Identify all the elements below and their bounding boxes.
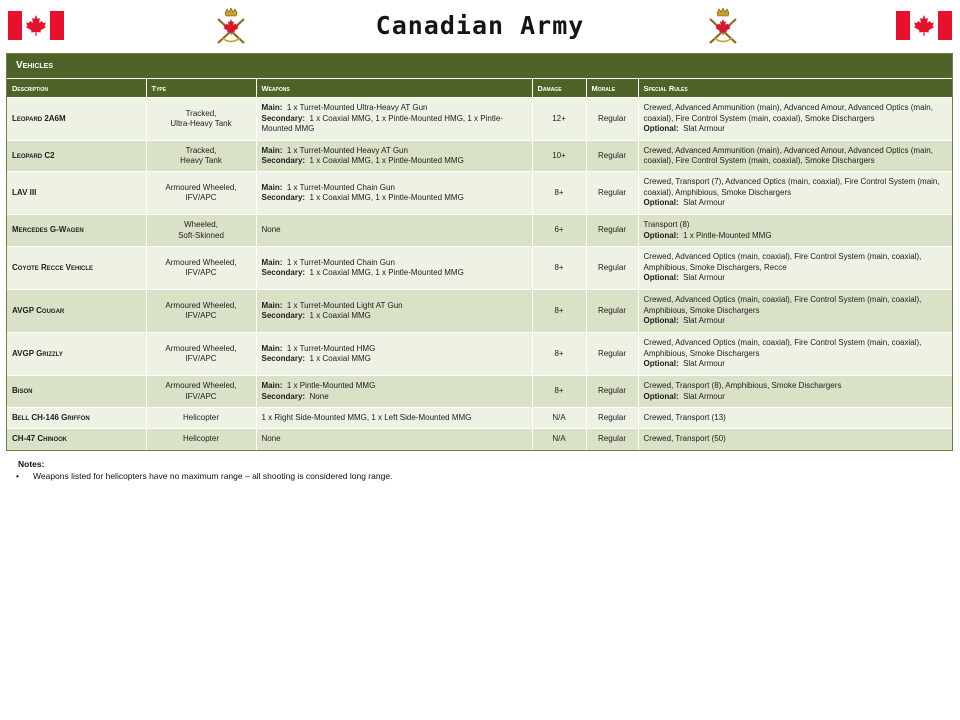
vehicle-morale: Regular [586,408,638,429]
rule-line [644,338,948,359]
weapon-line [262,146,527,157]
vehicle-weapons [256,290,532,333]
vehicle-weapons [256,98,532,141]
vehicle-type-line: IFV/APC [185,354,217,363]
weapon-text: 1 x Coaxial MMG, 1 x Pintle-Mounted MMG [309,156,464,165]
rule-text: Slat Armour [683,316,725,326]
weapon-line [262,354,527,365]
table-row [7,333,952,376]
vehicle-morale: Regular [586,141,638,172]
rule-text: Slat Armour [683,198,725,208]
rule-text: Crewed, Advanced Ammunition (main), Advanced Amour, Advanced Optics (main, coaxial), Fire Control System (main, coaxial), Smoke Dischargers [643,103,933,123]
vehicle-description: Coyote Recce Vehicle [7,247,146,290]
rule-text: Crewed, Transport (50) [643,434,726,443]
column-header: Weapons [256,79,532,98]
table-row [7,172,952,215]
army-emblem-icon [706,7,740,47]
column-header: Description [7,79,146,98]
vehicle-type [146,215,256,247]
vehicle-special-rules [638,429,952,450]
vehicle-morale: Regular [586,172,638,215]
vehicle-damage: 8+ [532,376,586,408]
table-row [7,290,952,333]
vehicle-special-rules [638,408,952,429]
vehicle-weapons [256,408,532,429]
weapon-label: Main: [261,343,283,353]
weapon-text: 1 x Right Side-Mounted MMG, 1 x Left Side-Mounted MMG [261,412,472,422]
table-row [7,98,952,141]
page-header [0,0,960,52]
rule-label: Optional: [643,359,679,369]
rule-line [644,220,948,231]
rule-text: Crewed, Advanced Optics (main, coaxial), Fire Control System (main, coaxial), Amphibious, Smoke Dischargers [643,338,922,358]
weapon-text: 1 x Coaxial MMG [309,311,371,320]
vehicle-special-rules [638,333,952,376]
table-row [7,247,952,290]
vehicle-type-line: Soft-Skinned [178,230,224,240]
vehicle-special-rules [638,290,952,333]
vehicle-type [146,98,256,141]
vehicle-damage: 6+ [532,215,586,247]
vehicle-type-line: Tracked, [185,108,217,118]
rule-label: Optional: [643,124,679,134]
rule-text: Transport (8) [643,220,690,229]
table-row [7,408,952,429]
vehicle-type [146,141,256,172]
weapon-text: 1 x Coaxial MMG, 1 x Pintle-Mounted MMG [309,193,464,202]
table-row [7,215,952,247]
weapon-label: Secondary: [261,311,306,320]
vehicle-damage: 8+ [532,172,586,215]
vehicle-type [146,172,256,215]
weapon-line [262,225,527,236]
column-header: Special Rules [638,79,952,98]
vehicle-damage: N/A [532,429,586,450]
weapon-line [262,381,527,392]
vehicles-table [7,79,952,450]
rule-text: Crewed, Advanced Optics (main, coaxial), Fire Control System (main, coaxial), Amphibious, Smoke Dischargers [643,295,922,315]
weapon-text: 1 x Coaxial MMG [309,354,371,363]
rule-label: Optional: [643,316,679,326]
weapon-line [262,268,527,279]
notes-section [18,459,392,481]
weapon-text: 1 x Coaxial MMG, 1 x Pintle-Mounted MMG [309,268,464,277]
vehicle-type-line: Ultra-Heavy Tank [170,119,232,128]
vehicle-description: Bell CH-146 Griffon [7,408,146,429]
vehicle-morale: Regular [586,333,638,376]
weapon-label: Main: [261,300,283,310]
vehicle-special-rules [638,98,952,141]
rule-line [644,177,948,198]
vehicle-morale: Regular [586,215,638,247]
canada-flag-icon [8,11,64,40]
weapon-label: Secondary: [261,156,306,165]
weapon-text: 1 x Turret-Mounted Chain Gun [286,257,395,267]
vehicle-weapons [256,172,532,215]
vehicle-type [146,408,256,429]
vehicle-type-line: Armoured Wheeled, [165,300,237,310]
vehicle-type-line: IFV/APC [185,391,217,401]
vehicle-type-line: Helicopter [182,434,219,443]
vehicle-description: AVGP Cougar [7,290,146,333]
weapon-label: Main: [261,145,283,155]
page-title: Canadian Army [375,11,585,40]
rule-line [644,359,948,370]
rule-label: Optional: [643,273,679,283]
vehicle-description: LAV III [7,172,146,215]
weapon-label: Main: [261,257,283,267]
vehicle-weapons [256,376,532,408]
weapon-text: None [261,434,281,443]
vehicles-panel [6,53,953,451]
weapon-text: 1 x Turret-Mounted Chain Gun [286,182,395,192]
vehicle-description: CH-47 Chinook [7,429,146,450]
vehicle-morale: Regular [586,376,638,408]
vehicle-type-line: IFV/APC [185,193,217,202]
vehicle-type [146,290,256,333]
weapon-line [262,156,527,167]
section-title: Vehicles [7,54,952,79]
rule-line [644,146,948,167]
vehicle-type-line: Armoured Wheeled, [165,257,237,267]
rule-line [644,316,948,327]
weapon-line [262,413,527,424]
vehicle-damage: 10+ [532,141,586,172]
rule-line [644,413,948,424]
vehicle-damage: 8+ [532,333,586,376]
weapon-line [262,301,527,312]
rule-line [644,434,948,445]
vehicle-special-rules [638,215,952,247]
rule-line [644,392,948,403]
vehicle-description: Bison [7,376,146,408]
vehicle-weapons [256,333,532,376]
column-header: Morale [586,79,638,98]
rule-line [644,231,948,242]
weapon-label: Main: [261,103,283,113]
weapon-text: None [261,225,281,235]
rule-text: 1 x Pintle-Mounted MMG [683,230,772,240]
vehicle-type [146,429,256,450]
vehicle-type-line: Heavy Tank [180,156,222,165]
rule-line [644,198,948,209]
vehicle-type-line: IFV/APC [185,268,217,277]
note-item: • Weapons listed for helicopters have no maximum range – all shooting is considered long range. [18,471,392,481]
weapon-text: 1 x Turret-Mounted HMG [286,343,376,353]
vehicle-type [146,247,256,290]
vehicle-description: AVGP Grizzly [7,333,146,376]
table-header-row [7,79,952,98]
vehicle-damage: 12+ [532,98,586,141]
rule-label: Optional: [643,391,679,401]
vehicle-damage: 8+ [532,290,586,333]
rule-line [644,381,948,392]
weapon-label: Secondary: [261,268,306,277]
table-row [7,376,952,408]
vehicle-weapons [256,429,532,450]
weapon-line [262,434,527,445]
weapon-text: 1 x Turret-Mounted Heavy AT Gun [286,145,408,155]
rule-text: Crewed, Advanced Ammunition (main), Advanced Amour, Advanced Optics (main, coaxial), Fire Control System (main, coaxial), Smoke Dischargers [643,145,933,165]
weapon-line [262,103,527,114]
weapon-text: 1 x Coaxial MMG, 1 x Pintle-Mounted HMG, 1 x Pintle-Mounted MMG [261,113,503,134]
rule-line [644,295,948,316]
canada-flag-icon [896,11,952,40]
vehicle-type-line: Helicopter [182,412,219,422]
column-header: Damage [532,79,586,98]
vehicle-special-rules [638,172,952,215]
weapon-text: None [309,391,329,401]
vehicle-type-line: Armoured Wheeled, [165,182,237,192]
weapon-line [262,392,527,403]
vehicle-special-rules [638,141,952,172]
rule-line [644,103,948,124]
rule-text: Crewed, Transport (8), Amphibious, Smoke Dischargers [643,381,842,390]
vehicle-morale: Regular [586,290,638,333]
rule-text: Crewed, Transport (13) [643,412,726,422]
table-row [7,429,952,450]
weapon-label: Secondary: [261,354,306,363]
vehicle-damage: 8+ [532,247,586,290]
weapon-line [262,311,527,322]
vehicle-weapons [256,215,532,247]
vehicle-type-line: Armoured Wheeled, [165,343,237,353]
vehicle-type-line: Armoured Wheeled, [165,381,237,390]
vehicle-special-rules [638,376,952,408]
vehicle-description: Mercedes G-Wagen [7,215,146,247]
rule-line [644,252,948,273]
vehicle-type [146,333,256,376]
weapon-line [262,344,527,355]
rule-label: Optional: [643,230,679,240]
rule-line [644,124,948,135]
vehicle-morale: Regular [586,98,638,141]
vehicle-special-rules [638,247,952,290]
weapon-label: Secondary: [261,391,306,401]
weapon-line [262,183,527,194]
army-emblem-icon [214,7,248,47]
weapon-text: 1 x Turret-Mounted Light AT Gun [286,300,403,310]
weapon-text: 1 x Pintle-Mounted MMG [286,381,376,390]
vehicle-type [146,376,256,408]
vehicle-damage: N/A [532,408,586,429]
rule-label: Optional: [643,198,679,208]
vehicle-type-line: Wheeled, [184,220,218,229]
weapon-line [262,114,527,135]
vehicle-weapons [256,141,532,172]
vehicle-weapons [256,247,532,290]
weapon-label: Main: [261,381,283,390]
weapon-line [262,258,527,269]
notes-heading: Notes: [18,459,45,469]
vehicle-morale: Regular [586,247,638,290]
weapon-label: Secondary: [261,193,306,202]
weapon-text: 1 x Turret-Mounted Ultra-Heavy AT Gun [286,103,428,113]
rule-text: Slat Armour [683,391,725,401]
rule-text: Crewed, Transport (7), Advanced Optics (main, coaxial), Fire Control System (main, coaxial), Amphibious, Smoke Dischargers [643,177,940,197]
weapon-label: Secondary: [261,113,306,123]
weapon-label: Main: [261,182,283,192]
vehicle-type-line: Tracked, [185,145,217,155]
rule-text: Slat Armour [683,273,725,283]
table-row [7,141,952,172]
vehicle-description: Leopard C2 [7,141,146,172]
vehicle-description: Leopard 2A6M [7,98,146,141]
rule-line [644,273,948,284]
column-header: Type [146,79,256,98]
rule-text: Crewed, Advanced Optics (main, coaxial), Fire Control System (main, coaxial), Amphibious, Smoke Dischargers, Recce [643,252,922,272]
weapon-line [262,193,527,204]
rule-text: Slat Armour [683,124,725,134]
rule-text: Slat Armour [683,359,725,369]
vehicle-morale: Regular [586,429,638,450]
vehicle-type-line: IFV/APC [185,311,217,320]
